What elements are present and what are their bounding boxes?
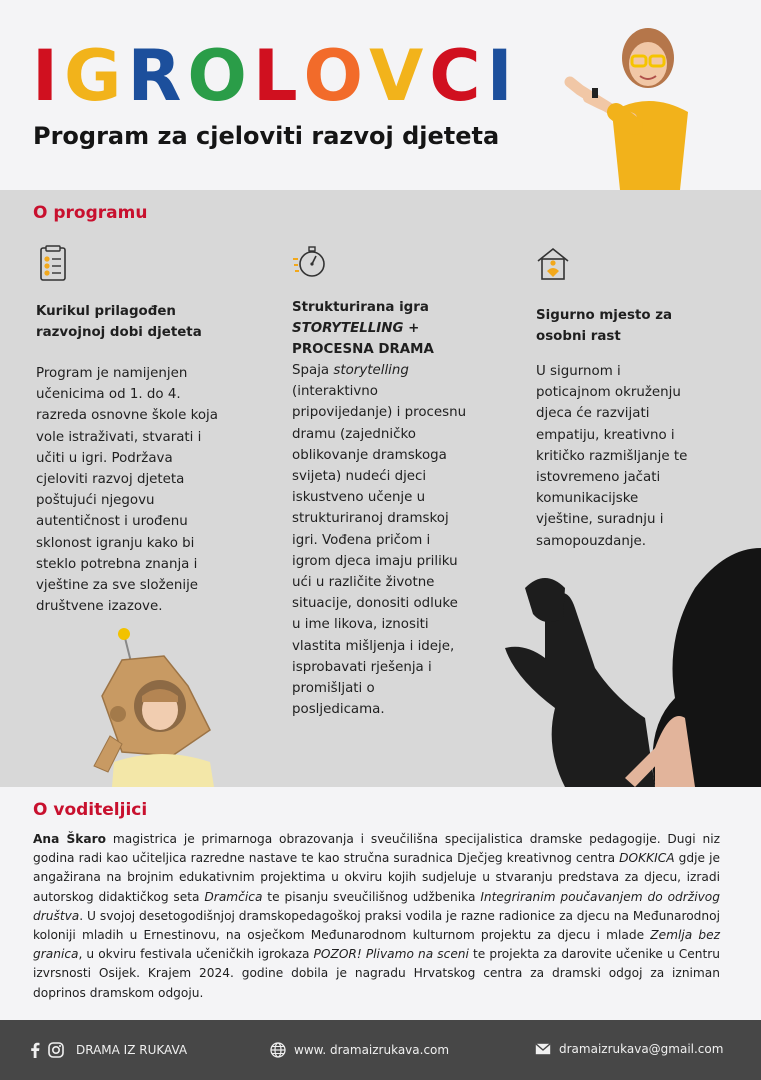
about-text-part: . U svojoj desetogodišnjoj dramskopedagoškoj praksi vodila je razne radionice za djecu na Međunarodnoj koloniji mladih u Ernestinovu, na osječkom Međunarodnom kulturnom projektu za djecu i mlade [33, 908, 720, 943]
about-text-emphasis: Integriranim poučavanjem do održivog društva [33, 889, 720, 923]
logo-igrolovci [32, 36, 519, 116]
child-cardboard-helmet-photo [92, 626, 222, 787]
program-column-curriculum [36, 245, 226, 617]
column-body: U sigurnom i poticajnom okruženju djeca će razvijati empatiju, kreativno i kritičko razmišljanje te istovremeno jačati komunikacijske vještine, suradnju i samopouzdanje. [536, 364, 688, 549]
section-title-program: O programu [33, 203, 148, 223]
column-heading: Kurikul prilagođen razvojnoj dobi djeteta [36, 304, 202, 340]
about-text-part: te projekta za darovite učenike u Centru izvrsnosti Osijek. Krajem 2024. godine dobila je nagradu Hrvatskog centra za dramski odgoj za izniman doprinos dramskom odgoju. [33, 947, 721, 1000]
instagram-icon[interactable] [48, 1042, 64, 1058]
logo-letter: G [64, 35, 128, 117]
about-text-emphasis: DOKKICA [619, 851, 675, 866]
header [0, 0, 761, 190]
body-text-emphasis: storytelling [333, 363, 409, 378]
house-heart-icon [536, 245, 570, 283]
page-subtitle: Program za cjeloviti razvoj djeteta [33, 122, 500, 150]
website-link[interactable]: www. dramaizrukava.com [294, 1043, 450, 1057]
program-section [0, 190, 761, 787]
facebook-icon[interactable] [30, 1042, 40, 1058]
footer-website[interactable] [270, 1042, 449, 1058]
column-body: Program je namijenjen učenicima od 1. do 4. razreda osnovne škole koja vole istraživati, stvarati i učiti u igri. Podržava cjeloviti razvoj djeteta poštujući njegovu autentičnost i urođenu sklonost igranju kako bi steklo potrebna znanja i vještine za sve složenije društvene izazove. [36, 366, 218, 615]
logo-letter: C [429, 35, 487, 117]
footer [0, 1020, 761, 1080]
heading-line: Strukturirana igra [292, 300, 429, 315]
about-text-emphasis: Zemlja bez granica [33, 928, 720, 962]
heading-line: STORYTELLING + [292, 321, 420, 336]
logo-letter: O [303, 35, 370, 117]
shadow-puppet-photo [505, 548, 761, 787]
globe-icon [270, 1042, 286, 1058]
logo-letter: L [252, 35, 304, 117]
column-body [292, 360, 470, 720]
stopwatch-icon [292, 243, 326, 281]
body-text: Spaja [292, 363, 334, 378]
column-heading: Sigurno mjesto za osobni rast [536, 308, 673, 344]
about-text-part: , u okviru festivala učeničkih igrokaza [78, 947, 314, 962]
logo-letter: R [127, 35, 188, 117]
logo-letter: I [486, 35, 519, 117]
logo-letter: V [369, 35, 430, 117]
social-label[interactable]: DRAMA IZ RUKAVA [76, 1043, 188, 1057]
heading-line: PROCESNA DRAMA [292, 342, 434, 357]
girl-photo [530, 20, 700, 190]
logo-letter: I [32, 35, 65, 117]
column-heading [292, 297, 472, 360]
footer-social [30, 1042, 187, 1058]
about-text-emphasis: Dramčica [204, 889, 263, 904]
author-name: Ana Škaro [33, 832, 107, 846]
section-title-about: O voditeljici [33, 800, 148, 820]
body-text: (interaktivno pripovijedanje) i procesnu dramu (zajedničko oblikovanje dramskoga svijeta) nudeći djeci iskustveno učenje u strukturiranoj dramskoj igri. Vođena pričom i igrom djeca imaju priliku ući u različite životne situacije, donositi odluke u ime likova, iznositi vlastita mišljenja i ideje, isprobavati rješenja i promišljati o posljedicama. [292, 384, 467, 718]
program-column-structured-play [292, 243, 472, 720]
about-text [33, 830, 720, 1003]
about-text-part: gdje je angažirana na brojnim edukativnim projektima u okviru kojih sudjeluje u stvaranju predstava za djecu, izradi autorskog didaktičkog seta [33, 851, 720, 904]
about-text-part: te pisanju sveučilišnog udžbenika [262, 889, 481, 904]
checklist-icon [36, 245, 70, 283]
about-text-part: magistrica je primarnoga obrazovanja i sveučilišna specijalistica dramske pedagogije. Dugi niz godina radi kao učiteljica razredne nastave te kao stručna suradnica Dječjeg kreativnog centra [33, 832, 720, 866]
logo-letter: O [187, 35, 253, 117]
email-link[interactable]: dramaizrukava@gmail.com [559, 1042, 724, 1056]
envelope-icon [535, 1043, 551, 1055]
footer-email[interactable] [535, 1042, 723, 1056]
program-column-safe-place [536, 245, 706, 552]
about-text-emphasis: POZOR! Plivamo na sceni [313, 947, 469, 962]
